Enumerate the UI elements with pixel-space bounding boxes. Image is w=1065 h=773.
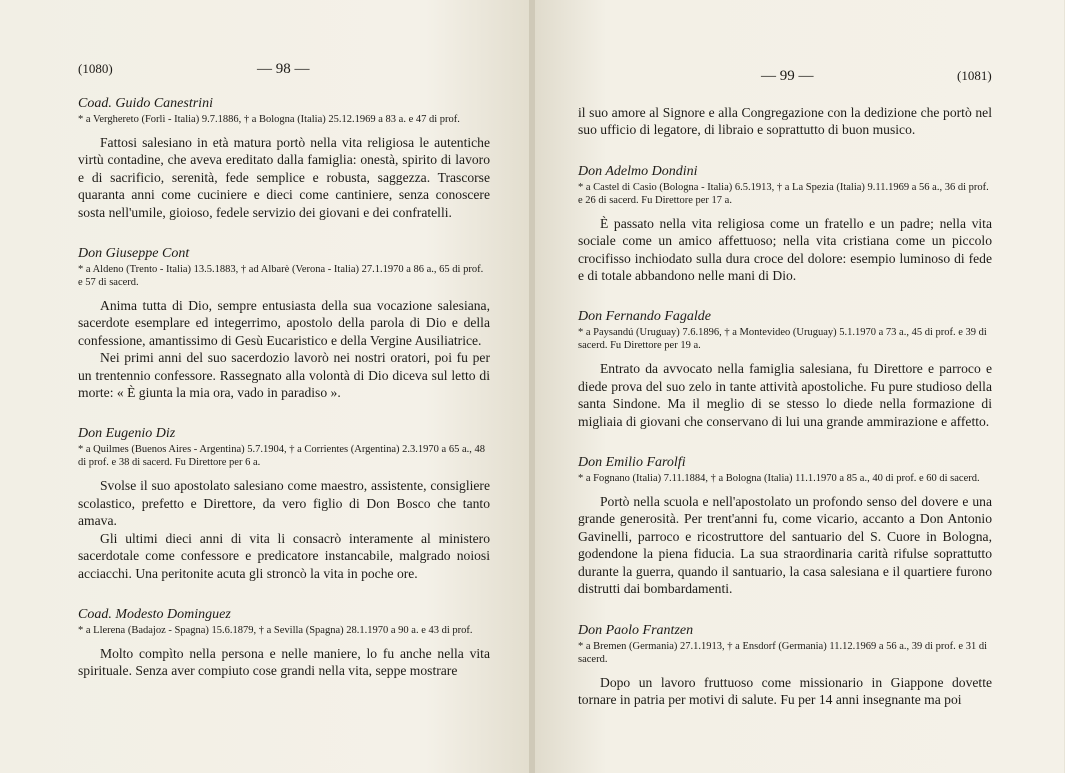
obituary-entry	[78, 426, 490, 581]
entry-name: Don Emilio Farolfi	[578, 455, 686, 471]
entry-meta: * a Llerena (Badajoz - Spagna) 15.6.1879, † a Sevilla (Spagna) 28.1.1970 a 90 a. e 43 di prof.	[78, 624, 473, 636]
right-page	[532, 0, 1064, 773]
entry-paragraph: Molto compìto nella persona e nelle maniere, lo fu anche nella vita spirituale. Senza aver compiuto cose grandi nella vita, seppe mostrare	[78, 645, 490, 679]
page-code: (1081)	[957, 68, 992, 83]
book-gutter	[529, 0, 535, 773]
entry-meta: * a Verghereto (Forlì - Italia) 9.7.1886, † a Bologna (Italia) 25.12.1969 a 83 a. e 47 di prof.	[78, 114, 460, 125]
entry-paragraph: Fattosi salesiano in età matura portò nella vita religiosa le autentiche virtù contadine, che aveva ereditato dalla famiglia: onestà, spirito di lavoro e di sacrificio, serenità, fede semplice e robusta, saggezza. Trascorse quaranta anni come cuciniere e dieci come cantiniere, senza conoscere sosta nell'umile, gioioso, fedele servizio dei giovani e dei confratelli.	[78, 135, 490, 220]
page-number: — 99 —	[761, 68, 814, 84]
entry-paragraph: Nei primi anni del suo sacerdozio lavorò nei nostri oratori, poi fu per un trentennio confessore. Rassegnato alla volontà di Dio diceva sul letto di morte: « È giunta la mia ora, vado in paradiso ».	[78, 350, 490, 401]
entry-meta: * a Bremen (Germania) 27.1.1913, † a Ensdorf (Germania) 11.12.1969 a 56 a., 39 di prof. e 31 di sacerd.	[578, 640, 987, 665]
entry-paragraph: Portò nella scuola e nell'apostolato un profondo senso del dovere e una grande generosità. Per trent'anni fu, come vicario, accanto a Don Antonio Gavinelli, parroco e ricostruttore del santuario del S. Cuore in Bologna, godendone la piena fiducia. La sua straordinaria carità rifulse soprattutto durante la guerra, quando il santuario, la casa salesiana e il quartiere furono distrutti dai bombardamenti.	[578, 494, 992, 597]
entry-paragraph: È passato nella vita religiosa come un fratello e un padre; nella vita sociale come un amico affettuoso; nella vita cristiana come un piccolo crocifisso inchiodato sulla dura croce del dolore: esempio luminoso di fede e di totale abbandono nelle mani di Dio.	[578, 215, 992, 284]
obituary-entry	[578, 455, 992, 597]
obituary-entry	[78, 607, 490, 680]
entry-name: Don Eugenio Diz	[78, 426, 176, 442]
entry-name: Don Giuseppe Cont	[78, 246, 190, 262]
entry-name: Don Adelmo Dondini	[578, 163, 698, 179]
entry-meta: * a Castel di Casio (Bologna - Italia) 6.5.1913, † a La Spezia (Italia) 9.11.1969 a 56 a., 36 di prof. e 26 di sacerd. Fu Direttore per 17 a.	[578, 181, 989, 206]
entry-name: Don Fernando Fagalde	[578, 309, 711, 325]
obituary-entry	[578, 623, 992, 709]
entry-meta: * a Paysandú (Uruguay) 7.6.1896, † a Montevideo (Uruguay) 5.1.1970 a 73 a., 45 di prof. e 39 di sacerd. Fu Direttore per 19 a.	[578, 327, 987, 352]
continued-paragraph: il suo amore al Signore e alla Congregazione con la dedizione che portò nel suo ufficio di legatore, di libraio e soprattutto di buon musico.	[578, 105, 992, 138]
entry-meta: * a Aldeno (Trento - Italia) 13.5.1883, † ad Albarè (Verona - Italia) 27.1.1970 a 86 a., 65 di prof. e 57 di sacerd.	[78, 264, 484, 289]
entry-paragraph: Gli ultimi dieci anni di vita li consacrò interamente al ministero sacerdotale come confessore e predicatore instancabile, malgrado noiosi acciacchi. Una peritonite acuta gli stroncò la vita in poche ore.	[78, 530, 490, 581]
obituary-entry	[578, 164, 992, 285]
entry-paragraph: Anima tutta di Dio, sempre entusiasta della sua vocazione salesiana, sacerdote esemplare ed integerrimo, apostolo della parola di Dio e della confessione, amantissimo di Gesù Eucaristico e della Vergine Ausiliatrice.	[78, 298, 490, 348]
page-code: (1080)	[78, 61, 113, 76]
left-page	[0, 0, 532, 773]
page-number: — 98 —	[257, 61, 310, 77]
entry-meta: * a Quilmes (Buenos Aires - Argentina) 5.7.1904, † a Corrientes (Argentina) 2.3.1970 a 65 a., 48 di prof. e 38 di sacerd. Fu Direttore per 6 a.	[78, 444, 485, 469]
entry-name: Don Paolo Frantzen	[578, 622, 694, 638]
entry-paragraph: Svolse il suo apostolato salesiano come maestro, assistente, consigliere scolastico, prefetto e Direttore, da vero figlio di Don Bosco che tanto amava.	[78, 478, 490, 529]
obituary-entry	[78, 96, 490, 221]
entry-name: Coad. Guido Canestrini	[78, 96, 213, 111]
page-content	[78, 96, 490, 680]
entry-paragraph: Entrato da avvocato nella famiglia salesiana, fu Direttore e parroco e diede prova del suo zelo in tante attività apostoliche. Fu pure studioso della santa Sindone. Ma il meglio di se stesso lo diede nella formazione di migliaia di giovani che conservano di lui una grande ammirazione e affetto.	[578, 361, 992, 429]
entry-paragraph: Dopo un lavoro fruttuoso come missionario in Giappone dovette tornare in patria per motivi di salute. Fu per 14 anni insegnante ma poi	[578, 674, 992, 707]
entry-name: Coad. Modesto Dominguez	[78, 606, 231, 622]
obituary-entry	[578, 309, 992, 430]
page-content	[578, 104, 992, 708]
entry-meta: * a Fognano (Italia) 7.11.1884, † a Bologna (Italia) 11.1.1970 a 85 a., 40 di prof. e 60 di sacerd.	[578, 473, 980, 485]
obituary-entry	[78, 246, 490, 401]
